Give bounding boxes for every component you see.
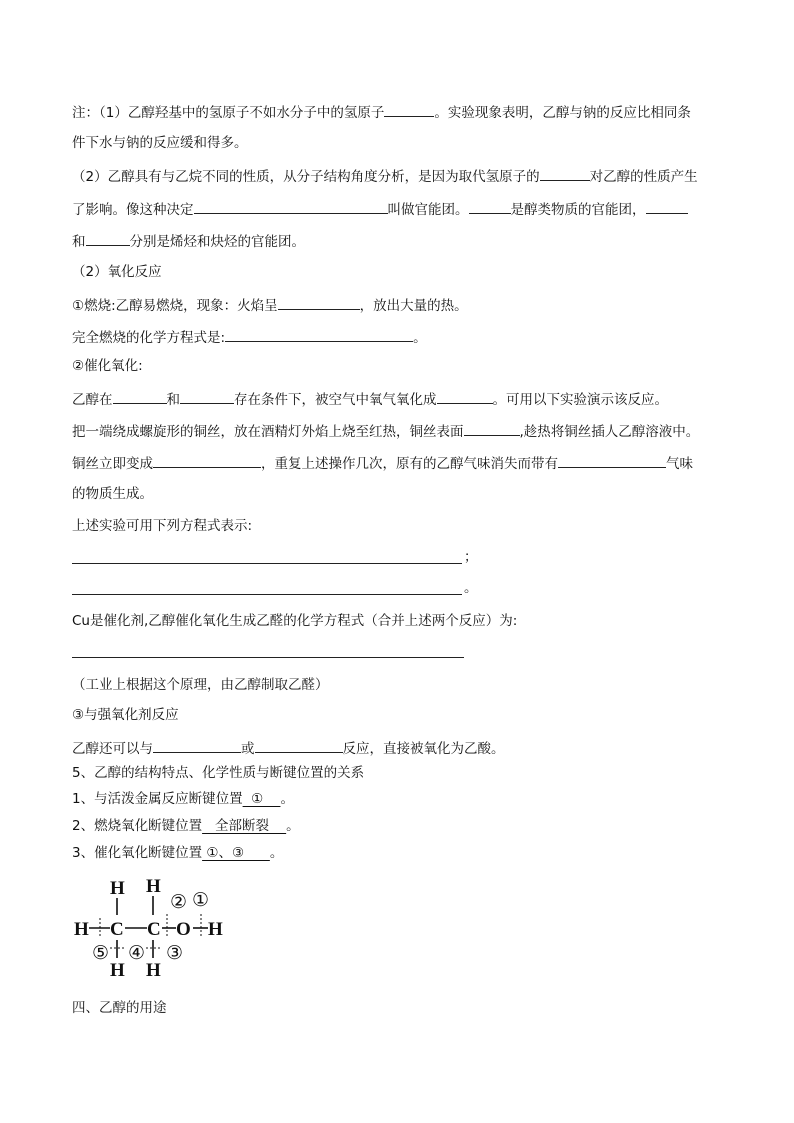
bond-item-label: 2、燃烧氧化断键位置 (72, 818, 203, 834)
strong-oxidant-heading: ③与强氧化剂反应 (72, 707, 179, 723)
industry-note: （工业上根据这个原理，由乙醇制取乙醛） (72, 677, 329, 693)
bond-number-2: ② (170, 892, 188, 913)
atom-h-bottom-2: H (146, 960, 161, 981)
atom-o: O (176, 919, 191, 940)
note2-text: 和 (72, 234, 86, 250)
note2-line3 (72, 231, 305, 251)
strong-text: 反应，直接被氧化为乙酸。 (342, 741, 505, 757)
exp-text: ,趁热将铜丝插人乙醇溶液中。 (519, 424, 700, 440)
cu-catalyst-line: Cu是催化剂,乙醇催化氧化生成乙醛的化学方程式（合并上述两个反应）为: (72, 613, 518, 629)
blank[interactable] (464, 421, 520, 436)
period: 。 (464, 580, 478, 596)
note2-line2 (72, 199, 688, 219)
note1-line2 (72, 134, 248, 152)
experiment-line1 (72, 421, 699, 441)
atom-c2: C (147, 919, 161, 940)
blank[interactable] (540, 166, 590, 181)
exp-text: 把一端绕成螺旋形的铜丝，放在酒精灯外焰上烧至红热，铜丝表面 (72, 424, 464, 440)
note2-text: 分别是烯烃和炔烃的官能团。 (129, 234, 305, 250)
eq-text: 。 (413, 330, 427, 346)
bond-item-end: 。 (269, 845, 284, 861)
catalytic-line (72, 389, 668, 409)
blank[interactable] (278, 295, 360, 310)
experiment-line3: 的物质生成。 (72, 486, 153, 502)
atom-h-top-2: H (146, 876, 161, 897)
blank[interactable] (153, 453, 261, 468)
bond-item-2 (72, 817, 300, 835)
answer-line-3[interactable] (72, 657, 464, 658)
eq-text: 完全燃烧的化学方程式是: (72, 330, 226, 346)
blank[interactable] (113, 389, 167, 404)
semicolon: ； (464, 549, 478, 565)
atom-h-bottom-1: H (110, 960, 125, 981)
section5-title: 5、乙醇的结构特点、化学性质与断键位置的关系 (72, 765, 365, 781)
exp-text: 铜丝立即变成 (72, 456, 153, 472)
cat-text: 乙醇在 (72, 392, 113, 408)
bond-item-answer: ①、③ (202, 845, 270, 861)
blank[interactable] (86, 231, 130, 246)
note2-text: （2）乙醇具有与乙烷不同的性质，从分子结构角度分析，是因为取代氢原子的 (72, 169, 540, 185)
burn-line (72, 295, 468, 315)
blank[interactable] (194, 199, 388, 214)
blank[interactable] (469, 199, 511, 214)
equations-intro: 上述实验可用下列方程式表示: (72, 518, 253, 534)
burn-text: ①燃烧:乙醇易燃烧，现象：火焰呈 (72, 298, 278, 314)
bond-item-answer: ① (242, 791, 281, 807)
atom-h-right: H (208, 919, 223, 940)
atom-h-top-1: H (110, 878, 125, 899)
bond-item-answer: 全部断裂 (202, 818, 287, 834)
note2-text: 叫做官能团。 (387, 202, 469, 218)
strong-text: 或 (241, 741, 255, 757)
cat-text: 存在条件下，被空气中氧气氧化成 (234, 392, 437, 408)
blank[interactable] (180, 389, 234, 404)
combustion-eq-line (72, 327, 427, 347)
answer-line-1[interactable] (72, 563, 462, 564)
bond-item-end: 。 (286, 818, 300, 834)
atom-h-left: H (74, 919, 89, 940)
bond-item-label: 3、催化氧化断键位置 (72, 845, 203, 861)
blank[interactable] (558, 453, 666, 468)
atom-c1: C (110, 919, 124, 940)
bond-number-1: ① (192, 890, 210, 911)
exp-text: 气味 (666, 456, 693, 472)
bond-item-1 (72, 790, 294, 808)
strong-text: 乙醇还可以与 (72, 741, 153, 757)
strong-oxidant-line (72, 738, 505, 758)
answer-line-2[interactable] (72, 594, 462, 595)
blank[interactable] (153, 738, 241, 753)
oxidation-heading: （2）氧化反应 (72, 264, 162, 280)
note2-text: 了影响。像这种决定 (72, 202, 194, 218)
experiment-line2 (72, 453, 693, 473)
note2-line1 (72, 166, 698, 186)
blank[interactable] (255, 738, 343, 753)
bond-item-label: 1、与活泼金属反应断键位置 (72, 791, 243, 807)
blank[interactable] (646, 199, 688, 214)
ethanol-structure-diagram (70, 870, 240, 985)
bond-item-end: 。 (280, 791, 294, 807)
note1-text: 件下水与钠的反应缓和得多。 (72, 135, 248, 151)
bond-number-3: ③ (166, 943, 184, 964)
section4-title: 四、乙醇的用途 (72, 1000, 167, 1016)
blank[interactable] (225, 327, 413, 342)
bond-number-5: ⑤ (92, 943, 110, 964)
note1-line1 (72, 102, 691, 122)
cat-text: 和 (166, 392, 180, 408)
burn-text: ，放出大量的热。 (359, 298, 468, 314)
note2-text: 是醇类物质的官能团， (510, 202, 646, 218)
blank[interactable] (437, 389, 493, 404)
note1-text: 。实验现象表明，乙醇与钠的反应比相同条 (434, 105, 691, 121)
bond-number-4: ④ (128, 943, 146, 964)
exp-text: ，重复上述操作几次，原有的乙醇气味消失而带有 (261, 456, 558, 472)
catalytic-heading: ②催化氧化: (72, 358, 143, 374)
blank[interactable] (384, 102, 434, 117)
bond-item-3 (72, 844, 283, 862)
note1-text: 注：（1）乙醇羟基中的氢原子不如水分子中的氢原子 (72, 105, 385, 121)
cat-text: 。可用以下实验演示该反应。 (492, 392, 668, 408)
note2-text: 对乙醇的性质产生 (589, 169, 698, 185)
